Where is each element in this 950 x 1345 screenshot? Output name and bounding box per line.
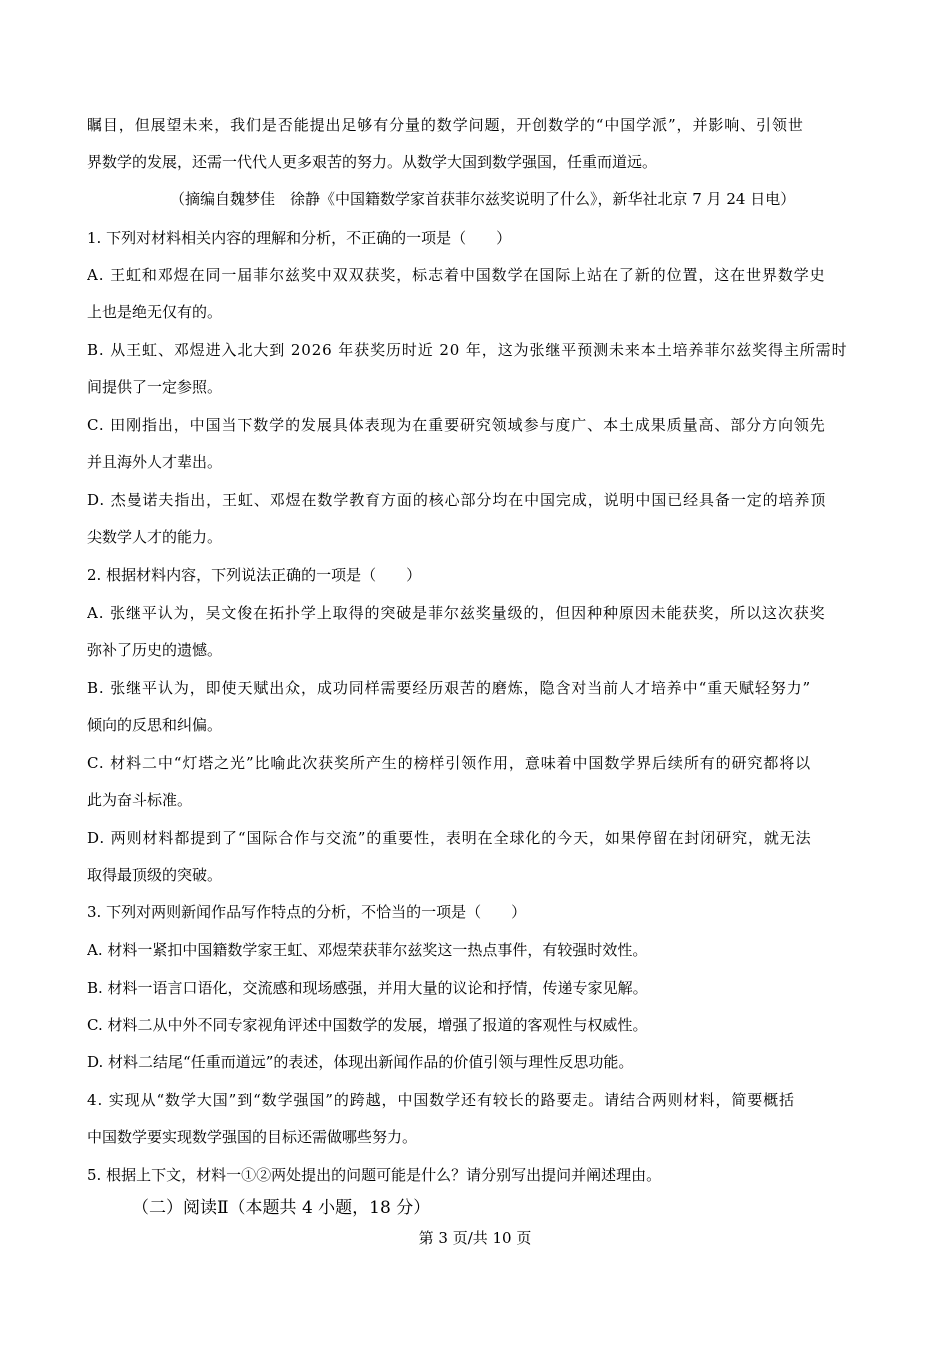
section-heading: （二）阅读Ⅱ（本题共 4 小题，18 分） — [132, 1198, 431, 1218]
source-citation: （摘编自魏梦佳 徐静《中国籍数学家首获菲尔兹奖说明了什么》，新华社北京 7 月 24 日电） — [170, 190, 796, 208]
question-2-option-b: B. 张继平认为，即使天赋出众，成功同样需要经历艰苦的磨炼，隐含对当前人才培养中“重天赋轻努力” — [87, 679, 812, 697]
question-1-option-d: D. 杰曼诺夫指出，王虹、邓煜在数学教育方面的核心部分均在中国完成，说明中国已经具备一定的培养顶 — [87, 491, 827, 509]
question-1-stem: 1. 下列对材料相关内容的理解和分析，不正确的一项是（ ） — [87, 229, 512, 247]
question-2-option-a-cont: 弥补了历史的遗憾。 — [87, 641, 223, 659]
question-2-option-d: D. 两则材料都提到了“国际合作与交流”的重要性，表明在全球化的今天，如果停留在封闭研究，就无法 — [87, 829, 812, 847]
question-1-option-b-cont: 间提供了一定参照。 — [87, 378, 223, 396]
question-1-option-b: B. 从王虹、邓煜进入北大到 2026 年获奖历时近 20 年，这为张继平预测未来本土培养菲尔兹奖得主所需时 — [87, 341, 848, 359]
question-1-option-a-cont: 上也是绝无仅有的。 — [87, 303, 223, 321]
question-3-option-a: A. 材料一紧扣中国籍数学家王虹、邓煜荣获菲尔兹奖这一热点事件，有较强时效性。 — [87, 941, 648, 959]
page-footer: 第 3 页/共 10 页 — [418, 1229, 532, 1247]
question-2-option-d-cont: 取得最顶级的突破。 — [87, 866, 223, 884]
question-2-option-a: A. 张继平认为，吴文俊在拓扑学上取得的突破是菲尔兹奖量级的，但因种种原因未能获奖，所以这次获奖 — [87, 604, 826, 622]
question-5-stem: 5. 根据上下文，材料一①②两处提出的问题可能是什么？请分别写出提问并阐述理由。 — [87, 1166, 662, 1184]
question-1-option-c-cont: 并且海外人才辈出。 — [87, 453, 223, 471]
question-1-option-a: A. 王虹和邓煜在同一届菲尔兹奖中双双获奖，标志着中国数学在国际上站在了新的位置，这在世界数学史 — [87, 266, 826, 284]
question-2-option-c: C. 材料二中“灯塔之光”比喻此次获奖所产生的榜样引领作用，意味着中国数学界后续所有的研究都将以 — [87, 754, 812, 772]
question-4-stem-cont: 中国数学要实现数学强国的目标还需做哪些努力。 — [87, 1128, 418, 1146]
question-1-option-d-cont: 尖数学人才的能力。 — [87, 528, 223, 546]
question-2-option-b-cont: 倾向的反思和纠偏。 — [87, 716, 223, 734]
question-3-option-c: C. 材料二从中外不同专家视角评述中国数学的发展，增强了报道的客观性与权威性。 — [87, 1016, 648, 1034]
question-2-stem: 2. 根据材料内容，下列说法正确的一项是（ ） — [87, 566, 422, 584]
question-1-option-c: C. 田刚指出，中国当下数学的发展具体表现为在重要研究领域参与度广、本土成果质量高、部分方向领先 — [87, 416, 826, 434]
question-3-option-d: D. 材料二结尾“任重而道远”的表述，体现出新闻作品的价值引领与理性反思功能。 — [87, 1053, 634, 1071]
intro-line-1: 瞩目，但展望未来，我们是否能提出足够有分量的数学问题，开创数学的“中国学派”，并影响、引领世 — [87, 116, 804, 134]
question-2-option-c-cont: 此为奋斗标准。 — [87, 791, 193, 809]
question-3-option-b: B. 材料一语言口语化，交流感和现场感强，并用大量的议论和抒情，传递专家见解。 — [87, 979, 648, 997]
question-4-stem: 4. 实现从“数学大国”到“数学强国”的跨越，中国数学还有较长的路要走。请结合两则材料，简要概括 — [87, 1091, 795, 1109]
question-3-stem: 3. 下列对两则新闻作品写作特点的分析，不恰当的一项是（ ） — [87, 903, 527, 921]
intro-line-2: 界数学的发展，还需一代代人更多艰苦的努力。从数学大国到数学强国，任重而道远。 — [87, 153, 658, 171]
